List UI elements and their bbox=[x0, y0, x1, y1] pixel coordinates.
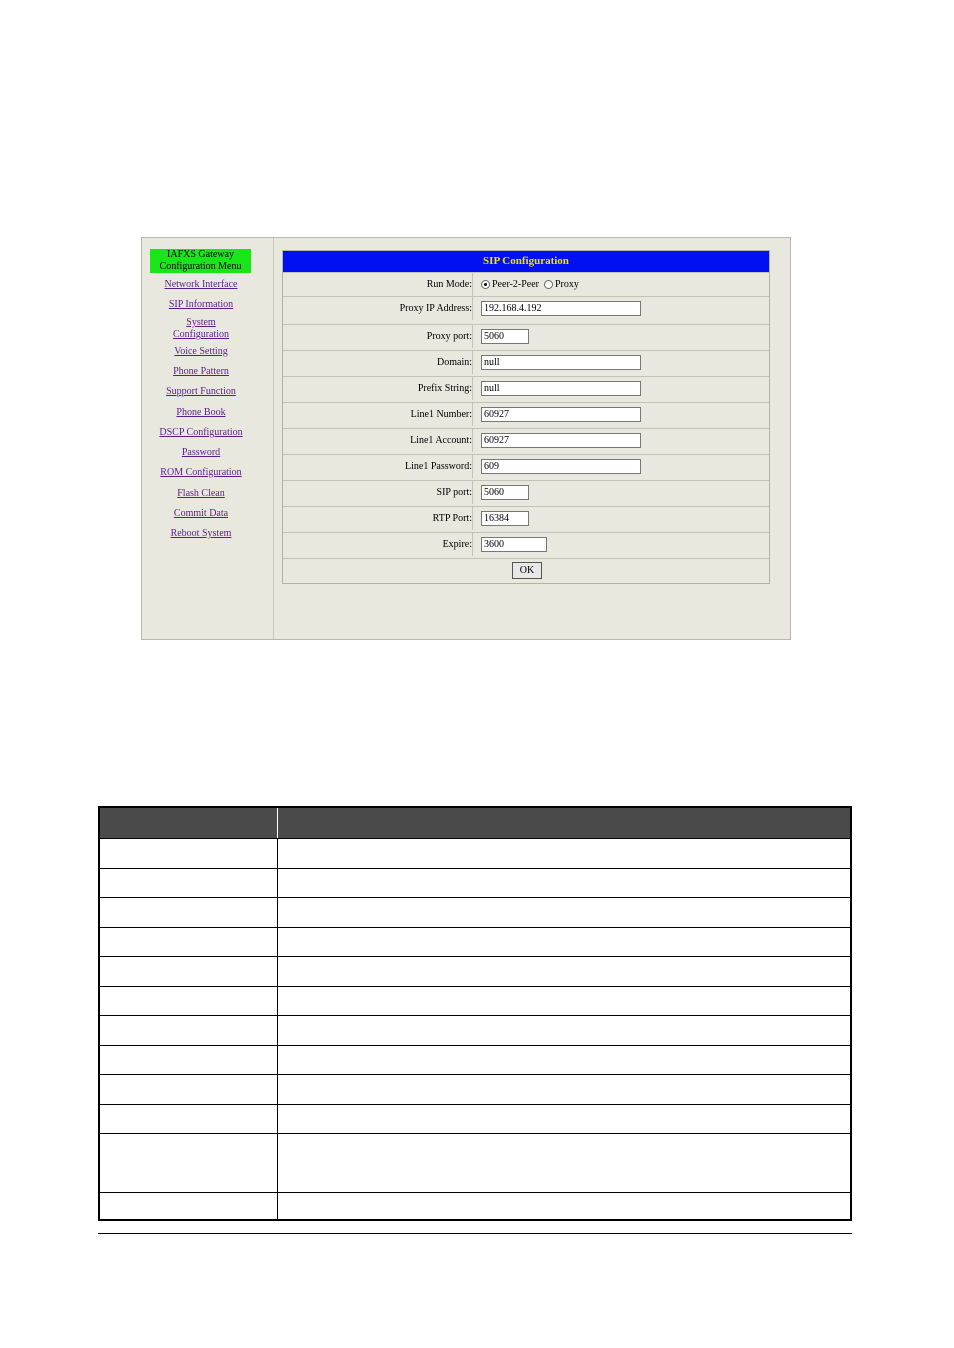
menu-link-flash-clean[interactable]: Flash Clean bbox=[177, 488, 225, 499]
line1-account-input[interactable]: 60927 bbox=[481, 433, 641, 448]
peer-2-peer-label: Peer-2-Peer bbox=[492, 279, 539, 290]
line1-number-label: Line1 Number: bbox=[283, 403, 473, 426]
expire-input[interactable]: 3600 bbox=[481, 537, 547, 552]
rtp-port-row bbox=[283, 506, 769, 530]
menu-link-phone-book[interactable]: Phone Book bbox=[176, 407, 226, 418]
table-row bbox=[100, 868, 850, 897]
table-row bbox=[100, 1192, 850, 1221]
sip-port-input[interactable]: 5060 bbox=[481, 485, 529, 500]
menu-link-phone-pattern[interactable]: Phone Pattern bbox=[173, 366, 229, 377]
proxy-ip-input[interactable]: 192.168.4.192 bbox=[481, 301, 641, 316]
sip-configuration-form bbox=[282, 250, 770, 584]
run-mode-options bbox=[481, 278, 579, 291]
prefix-string-row bbox=[283, 376, 769, 400]
run-mode-label: Run Mode: bbox=[283, 273, 473, 296]
proxy-port-label: Proxy port: bbox=[283, 325, 473, 348]
table-row bbox=[100, 927, 850, 956]
menu-link-password[interactable]: Password bbox=[181, 447, 221, 458]
domain-label: Domain: bbox=[283, 351, 473, 374]
ok-button[interactable]: OK bbox=[512, 562, 542, 579]
menu-link-support-function[interactable]: Support Function bbox=[166, 386, 236, 397]
line1-password-row bbox=[283, 454, 769, 478]
footer-rule bbox=[98, 1233, 852, 1234]
menu-link-dscp-configuration[interactable]: DSCP Configuration bbox=[159, 427, 243, 438]
line1-password-label: Line1 Password: bbox=[283, 455, 473, 478]
prefix-string-label: Prefix String: bbox=[283, 377, 473, 400]
table-row bbox=[100, 838, 850, 868]
proxy-ip-row bbox=[283, 296, 769, 320]
menu-link-voice-setting[interactable]: Voice Setting bbox=[174, 346, 228, 357]
run-mode-row bbox=[283, 272, 769, 296]
menu-title: IAFXS Gateway Configuration Menu bbox=[150, 249, 251, 273]
line1-number-row bbox=[283, 402, 769, 426]
table-row bbox=[100, 1104, 850, 1133]
header-column-divider bbox=[277, 808, 278, 838]
prefix-string-input[interactable]: null bbox=[481, 381, 641, 396]
line1-account-label: Line1 Account: bbox=[283, 429, 473, 452]
table-row bbox=[100, 1045, 850, 1074]
table-row bbox=[100, 986, 850, 1015]
menu-link-rom-configuration[interactable]: ROM Configuration bbox=[160, 467, 242, 478]
table-row bbox=[100, 1133, 850, 1192]
domain-input[interactable]: null bbox=[481, 355, 641, 370]
form-header: SIP Configuration bbox=[283, 251, 769, 272]
ok-row bbox=[283, 558, 769, 583]
rtp-port-input[interactable]: 16384 bbox=[481, 511, 529, 526]
table-row bbox=[100, 897, 850, 927]
proxy-ip-label: Proxy IP Address: bbox=[283, 297, 473, 320]
proxy-radio[interactable] bbox=[544, 280, 553, 289]
rtp-port-label: RTP Port: bbox=[283, 507, 473, 530]
sip-port-label: SIP port: bbox=[283, 481, 473, 504]
table-row bbox=[100, 956, 850, 986]
table-header bbox=[100, 808, 850, 838]
proxy-port-input[interactable]: 5060 bbox=[481, 329, 529, 344]
line1-account-row bbox=[283, 428, 769, 452]
parameter-table bbox=[98, 806, 852, 1221]
proxy-port-row bbox=[283, 324, 769, 348]
expire-label: Expire: bbox=[283, 533, 473, 556]
proxy-label: Proxy bbox=[555, 279, 579, 290]
menu-link-sip-information[interactable]: SIP Information bbox=[168, 299, 234, 310]
config-menu-sidebar bbox=[142, 238, 274, 639]
line1-password-input[interactable]: 609 bbox=[481, 459, 641, 474]
menu-link-system[interactable]: System bbox=[186, 317, 216, 328]
peer-2-peer-radio[interactable] bbox=[481, 280, 490, 289]
expire-row bbox=[283, 532, 769, 556]
domain-row bbox=[283, 350, 769, 374]
line1-number-input[interactable]: 60927 bbox=[481, 407, 641, 422]
menu-link-configuration[interactable]: Configuration bbox=[172, 329, 230, 340]
menu-link-reboot-system[interactable]: Reboot System bbox=[170, 528, 232, 539]
sip-configuration-screenshot bbox=[141, 237, 791, 640]
menu-link-network-interface[interactable]: Network Interface bbox=[164, 279, 238, 290]
table-row bbox=[100, 1074, 850, 1104]
table-row bbox=[100, 1015, 850, 1045]
sip-port-row bbox=[283, 480, 769, 504]
menu-link-commit-data[interactable]: Commit Data bbox=[173, 508, 229, 519]
